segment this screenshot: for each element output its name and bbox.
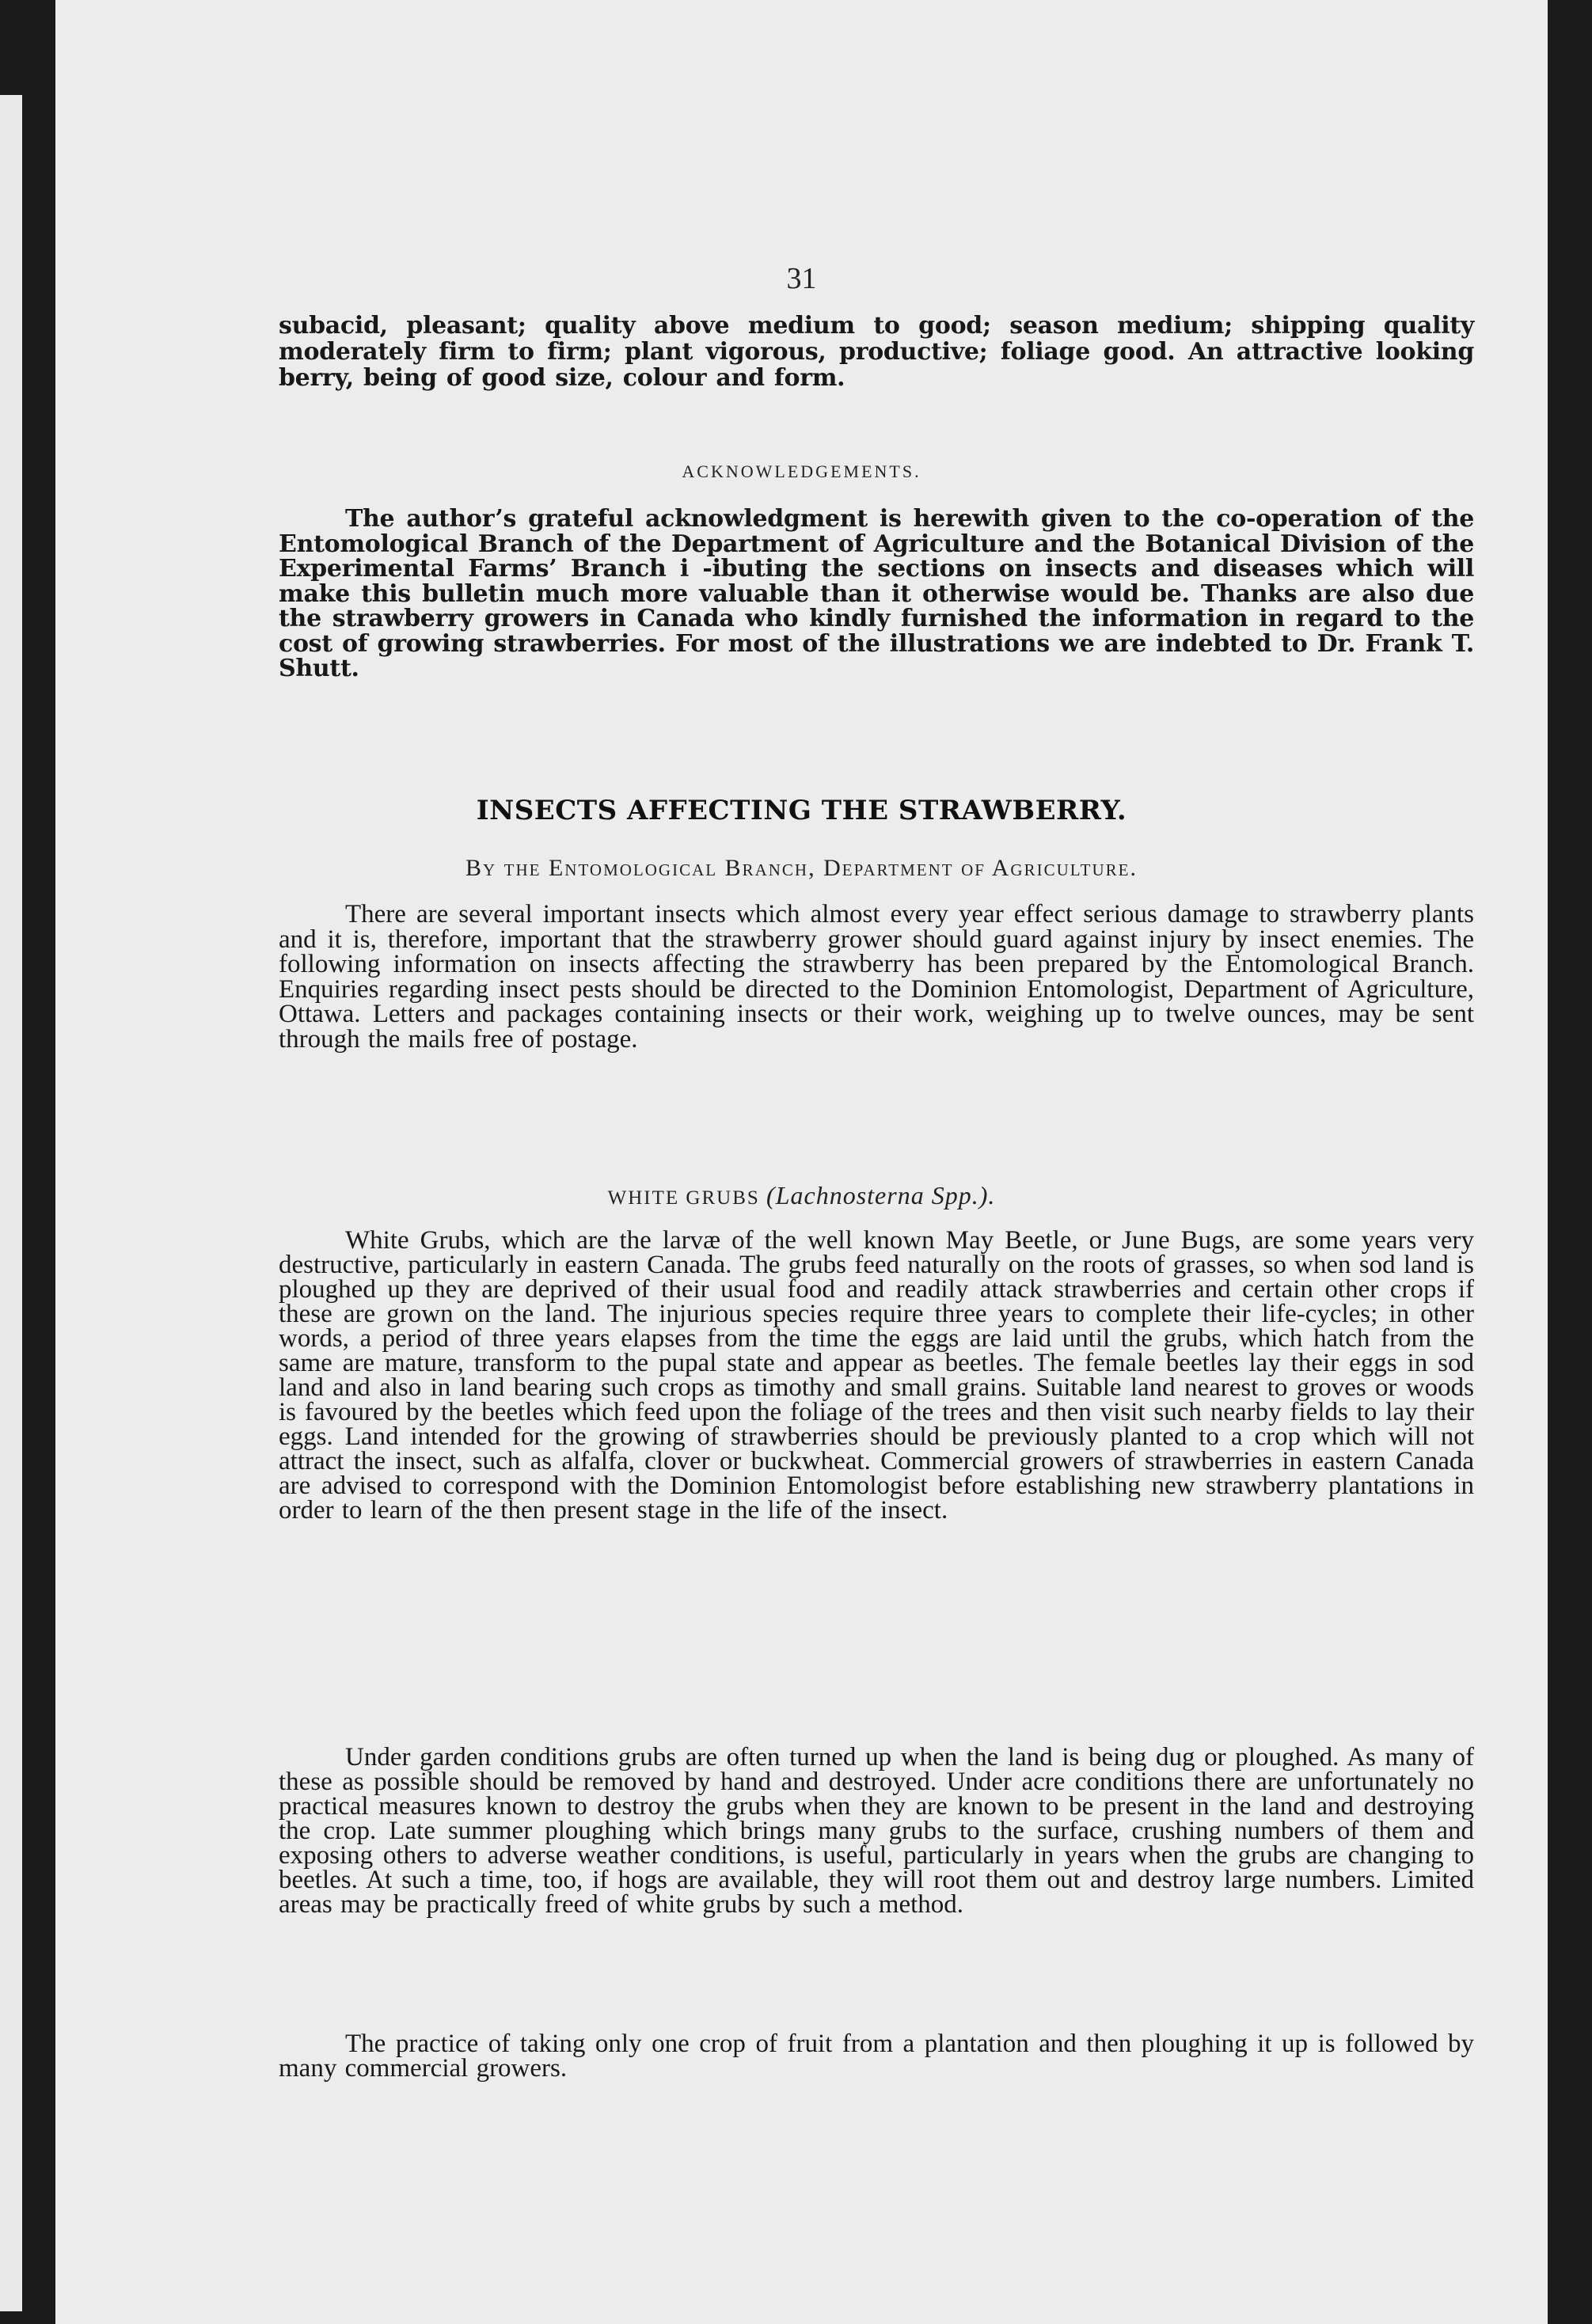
acknowledgements-heading: ACKNOWLEDGEMENTS.: [682, 461, 921, 481]
white-grubs-heading: [55, 1181, 1548, 1210]
document-page: [55, 0, 1548, 2324]
section-intro-paragraph: There are several important insects which almost every year effect serious damage to strawberry plants and it is, therefore, important that the strawberry grower should guard against injury by insect enemies. The following information on insects affecting the strawberry has been prepared by the Entomological Branch. Enquiries regarding insect pests should be directed to the Dominion Entomologist, Department of Agriculture, Ottawa. Letters and packages containing insects or their work, weighing up to twelve ounces, may be sent through the mails free of postage.: [279, 900, 1474, 1054]
page-number: 31: [786, 262, 817, 295]
byline: By the Entomological Branch, Department of Agriculture.: [465, 855, 1138, 881]
white-grubs-latin-name: (Lachnosterna Spp.).: [766, 1181, 996, 1209]
intro-paragraph: subacid, pleasant; quality above medium to good; season medium; shipping quality moderately firm to firm; plant vigorous, productive; foliage good. An attractive looking berry, being of good size, colour and form.: [279, 312, 1474, 392]
white-grubs-paragraph-3: The practice of taking only one crop of fruit from a plantation and then ploughing it up is followed by many commercial growers.: [279, 2030, 1474, 2083]
white-grubs-title: WHITE GRUBS: [607, 1187, 760, 1209]
white-grubs-paragraph-1: White Grubs, which are the larvæ of the well known May Beetle, or June Bugs, are some years very destructive, particularly in eastern Canada. The grubs feed naturally on the roots of grasses, so when sod land is ploughed up they are deprived of their usual food and readily attack strawberries and certain other crops if these are grown on the land. The injurious species require three years to complete their life-cycles; in other words, a period of three years elapses from the time the eggs are laid until the grubs, which hatch from the same are mature, transform to the pupal state and appear as beetles. The female beetles lay their eggs in sod land and also in land bearing such crops as timothy and small grains. Suitable land nearest to groves or woods is favoured by the beetles which feed upon the foliage of the trees and then visit such nearby fields to lay their eggs. Land intended for the growing of strawberries should be previously planted to a crop which will not attract the insect, such as alfalfa, clover or buckwheat. Commercial growers of strawberries in eastern Canada are advised to correspond with the Dominion Entomologist before establishing new strawberry plantations in order to learn of the then present stage in the life of the insect.: [279, 1226, 1474, 1525]
white-grubs-paragraph-2: Under garden conditions grubs are often turned up when the land is being dug or ploughed. As many of these as possible should be removed by hand and destroyed. Under acre conditions there are unfortunately no practical measures known to destroy the grubs when they are known to be present in the land and destroying the crop. Late summer ploughing which brings many grubs to the surface, crushing numbers of them and exposing others to adverse weather conditions, is useful, particularly in years when the grubs are changing to beetles. At such a time, too, if hogs are available, they will root them out and destroy large numbers. Limited areas may be practically freed of white grubs by such a method.: [279, 1743, 1474, 1919]
scan-border: [0, 95, 22, 2311]
section-title: INSECTS AFFECTING THE STRAWBERRY.: [476, 795, 1127, 826]
acknowledgements-paragraph: The author’s grateful acknowledgment is herewith given to the co-operation of the Entomological Branch of the Department of Agriculture and the Botanical Division of the Experimental Farms’ Branch i -ibuting the sections on insects and diseases which will make this bulletin much more valuable than it otherwise would be. Thanks are also due the strawberry growers in Canada who kindly furnished the information in regard to the cost of growing strawberries. For most of the illustrations we are indebted to Dr. Frank T. Shutt.: [279, 505, 1474, 682]
